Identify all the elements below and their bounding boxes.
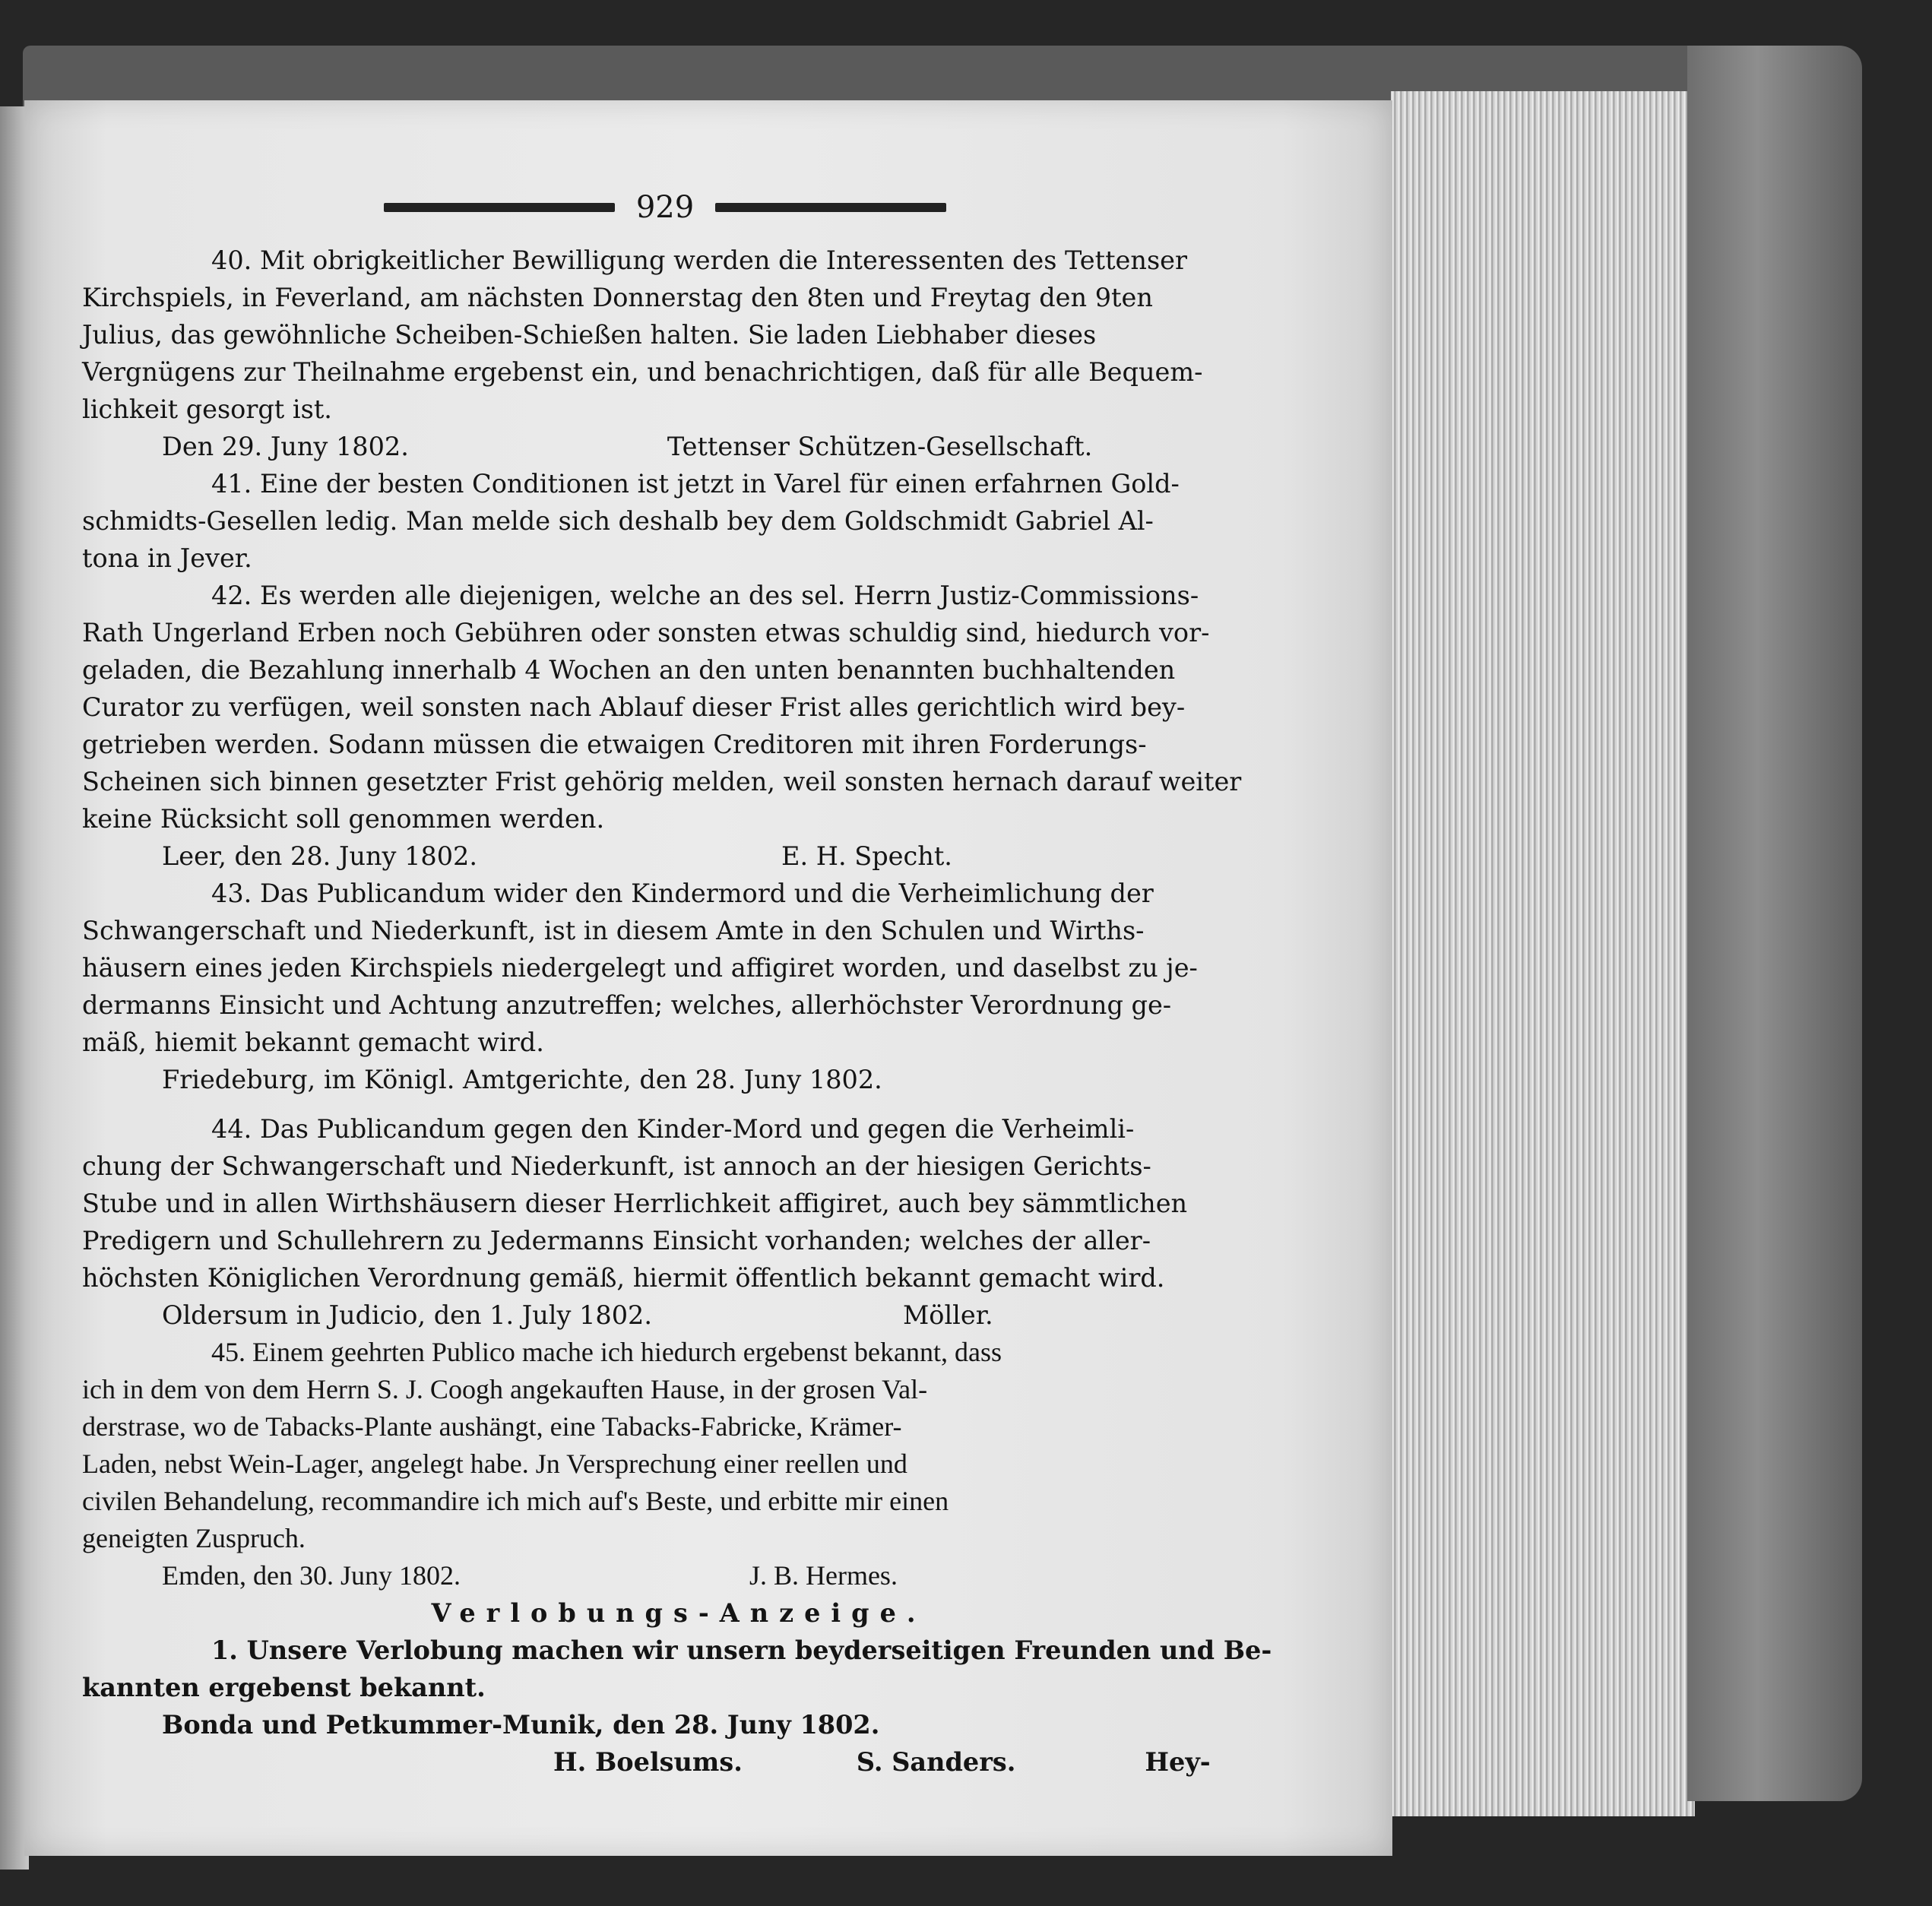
entry-41-line-3: tona in Jever. (82, 543, 252, 573)
entry-44-line-5: höchsten Königlichen Verordnung gemäß, hiermit öffentlich bekannt gemacht wird. (82, 1263, 1165, 1293)
entry-40-date: Den 29. Juny 1802. (162, 432, 409, 461)
page-block-edges (1391, 91, 1695, 1816)
engagement-name-2: S. Sanders. (856, 1747, 1016, 1777)
entry-40-line-5: lichkeit gesorgt ist. (82, 394, 332, 424)
entry-42-line-5: getrieben werden. Sodann müssen die etwaigen Creditoren mit ihren Forderungs- (82, 730, 1147, 759)
engagement-line-1: 1. Unsere Verlobung machen wir unsern beyderseitigen Freunden und Be- (211, 1635, 1272, 1665)
entry-41-line-2: schmidts-Gesellen ledig. Man melde sich deshalb bey dem Goldschmidt Gabriel Al- (82, 506, 1154, 536)
entry-45-line-5: civilen Behandelung, recommandire ich mich auf's Beste, und erbitte mir einen (82, 1486, 949, 1516)
entry-42-date: Leer, den 28. Juny 1802. (162, 841, 478, 871)
header-rule-left (384, 203, 615, 212)
entry-44-dateline (82, 1297, 1275, 1334)
engagement-name-3: Hey- (1145, 1747, 1211, 1777)
page-text (82, 242, 1275, 1781)
entry-42-line-6: Scheinen sich binnen gesetzter Frist gehörig melden, weil sonsten hernach darauf weiter (82, 767, 1242, 796)
entry-42-line-1: 42. Es werden alle diejenigen, welche an des sel. Herrn Justiz-Commissions- (211, 581, 1199, 610)
entry-45-dateline (82, 1557, 1275, 1594)
entry-45-line-1: 45. Einem geehrten Publico mache ich hiedurch ergebenst bekannt, dass (211, 1337, 1002, 1367)
page-number: 929 (635, 190, 695, 225)
entry-40-signature: Tettenser Schützen-Gesellschaft. (667, 432, 1093, 461)
entry-43-line-3: häusern eines jeden Kirchspiels niedergelegt und affigiret worden, und daselbst zu je- (82, 953, 1198, 983)
entry-45-date: Emden, den 30. Juny 1802. (162, 1560, 461, 1591)
entry-40-line-2: Kirchspiels, in Feverland, am nächsten Donnerstag den 8ten und Freytag den 9ten (82, 283, 1153, 312)
entry-40-line-4: Vergnügens zur Theilnahme ergebenst ein, und benachrichtigen, daß für alle Bequem- (82, 357, 1203, 387)
section-heading: Verlobungs-Anzeige. (431, 1598, 926, 1628)
entry-42-dateline (82, 837, 1275, 875)
book-spine (1687, 46, 1862, 1801)
entry-42-line-4: Curator zu verfügen, weil sonsten nach Ablauf dieser Frist alles gerichtlich wird bey- (82, 692, 1186, 722)
entry-43-line-2: Schwangerschaft und Niederkunft, ist in diesem Amte in den Schulen und Wirths- (82, 916, 1145, 945)
header-rule-right (715, 203, 946, 212)
entry-45-line-2: ich in dem von dem Herrn S. J. Coogh angekauften Hause, in der grosen Val- (82, 1374, 928, 1404)
engagement-place-date: Bonda und Petkummer-Munik, den 28. Juny 1802. (162, 1710, 880, 1740)
entry-43-date: Friedeburg, im Königl. Amtgerichte, den 28. Juny 1802. (162, 1065, 882, 1094)
entry-41-line-1: 41. Eine der besten Conditionen ist jetzt in Varel für einen erfahrnen Gold- (211, 469, 1180, 499)
entry-45-line-3: derstrase, wo de Tabacks-Plante aushängt, eine Tabacks-Fabricke, Krämer- (82, 1411, 902, 1442)
entry-43-line-4: dermanns Einsicht und Achtung anzutreffen; welches, allerhöchster Verordnung ge- (82, 990, 1172, 1020)
entry-44-date: Oldersum in Judicio, den 1. July 1802. (162, 1300, 652, 1330)
engagement-names (82, 1743, 1275, 1781)
entry-40-line-1: 40. Mit obrigkeitlicher Bewilligung werden die Interessenten des Tettenser (211, 245, 1187, 275)
entry-40-dateline (82, 428, 1275, 465)
entry-43-line-1: 43. Das Publicandum wider den Kindermord und die Verheimlichung der (211, 879, 1154, 908)
entry-40-line-3: Julius, das gewöhnliche Scheiben-Schießen halten. Sie laden Liebhaber dieses (82, 320, 1097, 350)
entry-43-line-5: mäß, hiemit bekannt gemacht wird. (82, 1027, 544, 1057)
entry-44-line-3: Stube und in allen Wirthshäusern dieser Herrlichkeit affigiret, auch bey sämmtlichen (82, 1189, 1188, 1218)
entry-45-signature: J. B. Hermes. (749, 1560, 898, 1591)
entry-45-line-6: geneigten Zuspruch. (82, 1523, 306, 1553)
entry-42-line-7: keine Rücksicht soll genommen werden. (82, 804, 605, 834)
page-header (384, 188, 946, 226)
entry-42-line-3: geladen, die Bezahlung innerhalb 4 Wochen an den unten benannten buchhaltenden (82, 655, 1176, 685)
engagement-name-1: H. Boelsums. (553, 1747, 743, 1777)
entry-45-line-4: Laden, nebst Wein-Lager, angelegt habe. Jn Versprechung einer reellen und (82, 1448, 907, 1479)
entry-42-line-2: Rath Ungerland Erben noch Gebühren oder sonsten etwas schuldig sind, hiedurch vor- (82, 618, 1210, 647)
entry-44-line-2: chung der Schwangerschaft und Niederkunft, ist annoch an der hiesigen Gerichts- (82, 1151, 1151, 1181)
entry-44-line-1: 44. Das Publicandum gegen den Kinder-Mord und gegen die Verheimli- (211, 1114, 1135, 1144)
engagement-line-2: kannten ergebenst bekannt. (82, 1673, 486, 1702)
entry-42-signature: E. H. Specht. (781, 841, 952, 871)
entry-44-signature: Möller. (903, 1300, 993, 1330)
entry-44-line-4: Predigern und Schullehrern zu Jedermanns Einsicht vorhanden; welches der aller- (82, 1226, 1151, 1255)
